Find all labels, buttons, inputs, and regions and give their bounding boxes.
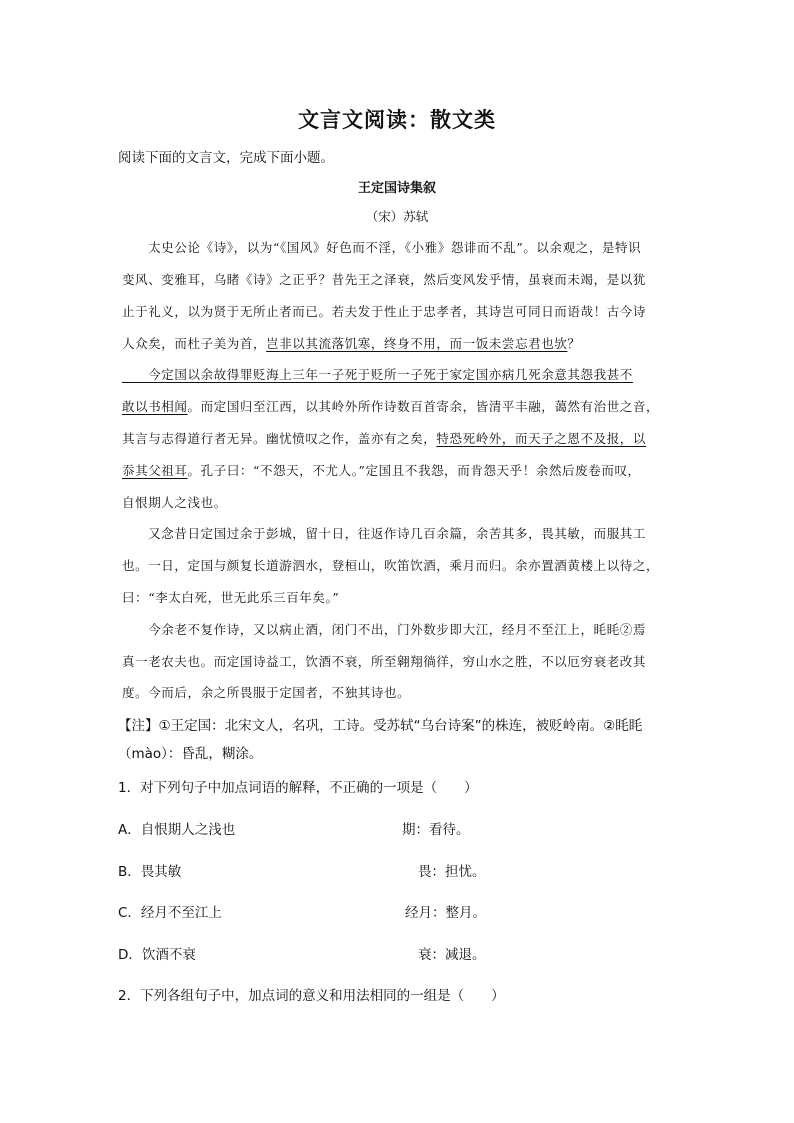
passage-line: 敢以书相闻。而定国归至江西，以其岭外所作诗数百首寄余，皆清平丰融，蔼然有治世之音，	[122, 399, 660, 414]
passage-line: 今余老不复作诗，又以病止酒，闭门不出，门外数步即大江，经月不至江上，眊眊②焉	[122, 622, 647, 637]
underlined-sentence: 敢以书相闻	[122, 399, 188, 414]
option-c-gloss: 经月：整月。	[405, 905, 486, 921]
option-a: A．自恨期人之浅也	[118, 822, 236, 838]
page-title: 文言文阅读：散文类	[298, 108, 496, 132]
annotation-line: 【注】①王定国：北宋文人，名巩，工诗。受苏轼“乌台诗案”的株连，被贬岭南。②眊眊	[118, 718, 643, 734]
option-d: D．饮酒不衰	[118, 947, 196, 963]
option-b-gloss: 畏：担忧。	[418, 864, 486, 880]
passage-line: 太史公论《诗》，以为“《国风》好色而不淫，《小雅》怨诽而不乱”。以余观之，是特识	[122, 240, 642, 255]
passage-line: 也。一日，定国与颜复长道游泗水，登桓山，吹笛饮酒，乘月而归。余亦置酒黄楼上以待之，	[122, 558, 660, 573]
annotation-line: （mào）：昏乱，糊涂。	[118, 746, 263, 762]
question-1-stem: 1．对下列句子中加点词语的解释，不正确的一项是（ ）	[118, 780, 478, 796]
option-a-gloss: 期：看待。	[402, 822, 470, 838]
underlined-sentence: 今定国以余故得罪贬海上三年一子死于贬所一子死于家定国亦病几死余意其怨我甚不	[122, 367, 633, 382]
passage-line: 其言与志得道行者无异。幽忧愤叹之作，盖亦有之矣，特恐死岭外，而天子之恩不及报，以	[122, 431, 647, 446]
passage-line: 度。今而后，余之所畏服于定国者，不独其诗也。	[122, 685, 411, 700]
passage-line: 自恨期人之浅也。	[122, 495, 227, 510]
underlined-sentence: 特恐死岭外，而天子之恩不及报，以	[436, 431, 647, 446]
passage-line: 忝其父祖耳。孔子曰：“不怨天，不尤人。”定国且不我怨，而肯怨天乎！余然后废卷而叹，	[122, 463, 641, 478]
option-b: B．畏其敏	[118, 864, 182, 880]
passage-line	[122, 365, 682, 383]
passage-line: 变风、变雅耳，乌睹《诗》之正乎？昔先王之泽衰，然后变风发乎情，虽衰而未竭，是以犹	[122, 272, 647, 287]
underlined-sentence: 岂非以其流落饥寒，终身不用，而一饭未尝忘君也欤	[266, 336, 568, 351]
instructions: 阅读下面的文言文，完成下面小题。	[118, 150, 334, 166]
passage-line: 止于礼义，以为贤于无所止者而已。若夫发于性止于忠孝者，其诗岂可同日而语哉！古今诗	[122, 304, 647, 319]
passage-line: 人众矣，而杜子美为首，岂非以其流落饥寒，终身不用，而一饭未尝忘君也欤？	[122, 336, 581, 351]
question-2-stem: 2．下列各组句子中，加点词的意义和用法相同的一组是（ ）	[118, 988, 505, 1004]
option-d-gloss: 衰：减退。	[418, 947, 486, 963]
passage-title: 王定国诗集叙	[357, 181, 436, 196]
option-c: C．经月不至江上	[118, 905, 222, 921]
underlined-sentence: 忝其父祖耳	[122, 463, 188, 478]
passage-line: 真一老农夫也。而定国诗益工，饮酒不衰，所至翱翔徜徉，穷山水之胜，不以厄穷衰老改其	[122, 654, 647, 669]
passage-line: 又念昔日定国过余于彭城，留十日，往返作诗几百余篇，余苦其多，畏其敏，而服其工	[122, 526, 647, 541]
passage-author: （宋）苏轼	[365, 209, 429, 224]
passage-line: 曰：“李太白死，世无此乐三百年矣。”	[122, 590, 340, 605]
